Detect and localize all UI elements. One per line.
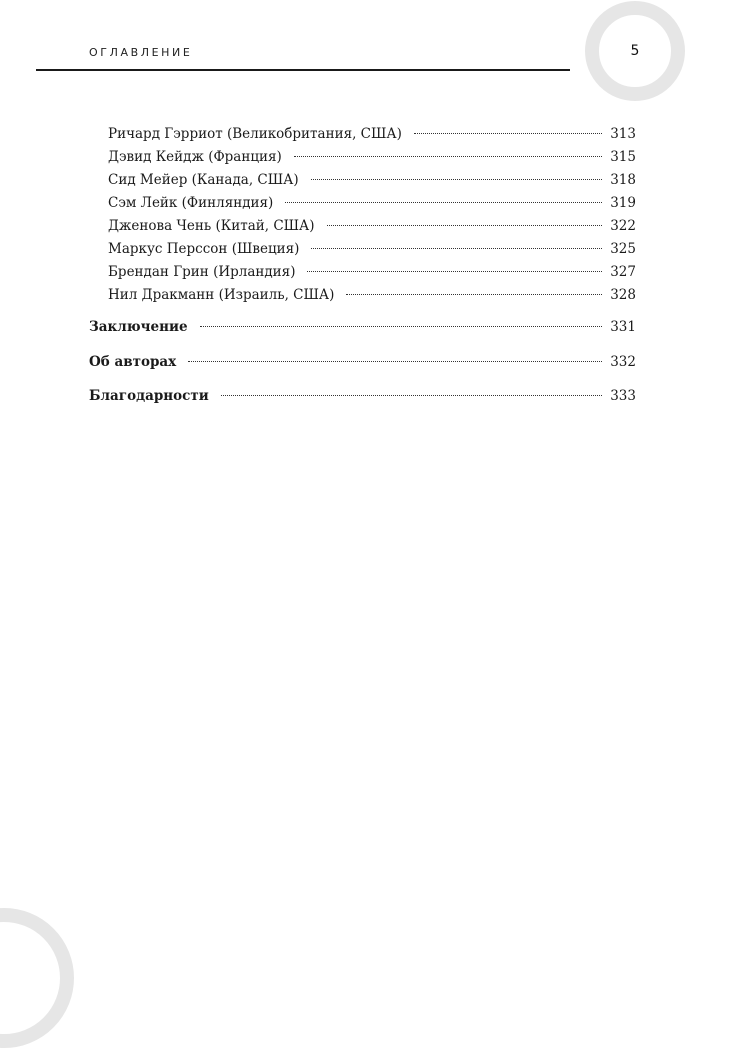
toc-chapter-entry[interactable]: [89, 386, 636, 406]
page-number: 5: [630, 43, 640, 59]
toc-entry-page: 322: [610, 218, 636, 234]
toc-entry-title: Маркус Перссон (Швеция): [108, 241, 300, 257]
toc-entry[interactable]: [108, 285, 636, 305]
toc-entry-page: 331: [610, 319, 636, 335]
toc-leader-dots: [285, 202, 602, 203]
toc-entry[interactable]: [108, 193, 636, 213]
running-header: ОГЛАВЛЕНИЕ: [89, 46, 193, 59]
toc-leader-dots: [307, 271, 602, 272]
toc-entry-page: 325: [610, 241, 636, 257]
toc-entry[interactable]: [108, 124, 636, 144]
toc-entry-title: Нил Дракманн (Израиль, США): [108, 287, 335, 303]
toc-entry[interactable]: [108, 170, 636, 190]
toc-leader-dots: [414, 133, 602, 134]
toc-entry-title: Брендан Грин (Ирландия): [108, 264, 296, 280]
toc-entry-page: 319: [610, 195, 636, 211]
toc-leader-dots: [221, 395, 602, 396]
toc-leader-dots: [294, 156, 602, 157]
toc-leader-dots: [327, 225, 603, 226]
toc-entry[interactable]: [108, 239, 636, 259]
toc-entry[interactable]: [108, 262, 636, 282]
toc-leader-dots: [311, 248, 602, 249]
toc-entry-title: Заключение: [89, 319, 188, 335]
toc-entry[interactable]: [108, 216, 636, 236]
toc-entry-page: 328: [610, 287, 636, 303]
toc-entry-page: 315: [610, 149, 636, 165]
toc-entry-title: Сэм Лейк (Финляндия): [108, 195, 274, 211]
toc-leader-dots: [200, 326, 603, 327]
corner-decorative-ring: [0, 908, 74, 1048]
toc-leader-dots: [311, 179, 603, 180]
toc-entry-title: Благодарности: [89, 388, 209, 404]
toc-entry-page: 313: [610, 126, 636, 142]
toc-entry-page: 333: [610, 388, 636, 404]
toc-entry-page: 327: [610, 264, 636, 280]
toc-entry-title: Дэвид Кейдж (Франция): [108, 149, 282, 165]
toc-chapter-entry[interactable]: [89, 352, 636, 372]
toc-entry-page: 318: [610, 172, 636, 188]
toc-chapter-entry[interactable]: [89, 317, 636, 337]
toc-entry-title: Ричард Гэрриот (Великобритания, США): [108, 126, 402, 142]
toc-entry-page: 332: [610, 354, 636, 370]
toc-leader-dots: [346, 294, 602, 295]
toc-entry-title: Сид Мейер (Канада, США): [108, 172, 299, 188]
header-rule: [36, 69, 570, 71]
toc-entry-title: Об авторах: [89, 354, 177, 370]
toc-leader-dots: [188, 361, 602, 362]
toc-entry[interactable]: [108, 147, 636, 167]
toc-entry-title: Дженова Чень (Китай, США): [108, 218, 315, 234]
